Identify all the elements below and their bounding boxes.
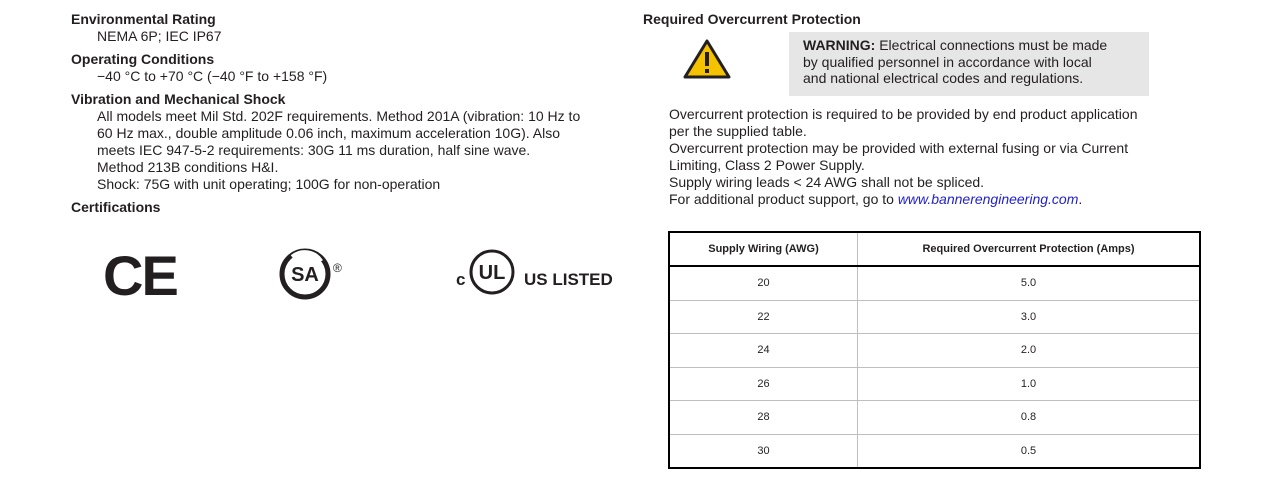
environmental-text: NEMA 6P; IEC IP67 bbox=[97, 28, 222, 44]
csa-mark-logo bbox=[279, 248, 331, 300]
table-header-amps: Required Overcurrent Protection (Amps) bbox=[858, 232, 1201, 266]
table-header-awg: Supply Wiring (AWG) bbox=[669, 232, 858, 266]
environmental-section bbox=[71, 10, 631, 45]
vibration-line: meets IEC 947-5-2 requirements: 30G 11 ms duration, half sine wave. bbox=[97, 142, 531, 158]
warning-line: by qualified personnel in accordance with local bbox=[803, 53, 1092, 70]
warning-line: Electrical connections must be made bbox=[879, 37, 1108, 53]
overcurrent-column bbox=[643, 10, 1208, 457]
warning-label: WARNING: bbox=[803, 37, 876, 53]
table-row bbox=[669, 266, 1200, 300]
svg-text:UL: UL bbox=[478, 262, 506, 284]
table-row bbox=[669, 367, 1200, 401]
amps-cell: 3.0 bbox=[858, 300, 1201, 334]
ul-circle-icon bbox=[469, 249, 515, 295]
support-suffix: . bbox=[1078, 191, 1083, 207]
overcurrent-table bbox=[668, 231, 1201, 469]
environmental-heading: Environmental Rating bbox=[71, 11, 216, 27]
awg-cell: 22 bbox=[669, 300, 858, 334]
operating-section bbox=[71, 50, 631, 85]
description-line: Limiting, Class 2 Power Supply. bbox=[669, 157, 865, 173]
vibration-line: All models meet Mil Std. 202F requirements. Method 201A (vibration: 10 Hz to bbox=[97, 108, 581, 124]
ce-mark-logo: CE bbox=[103, 244, 177, 307]
svg-text:SA: SA bbox=[291, 264, 319, 286]
overcurrent-heading: Required Overcurrent Protection bbox=[643, 11, 861, 27]
table-row bbox=[669, 434, 1200, 468]
table-row bbox=[669, 300, 1200, 334]
certifications-section bbox=[71, 198, 631, 326]
warning-line: and national electrical codes and regulations. bbox=[803, 70, 1084, 86]
description-line: Supply wiring leads < 24 AWG shall not be spliced. bbox=[669, 174, 985, 190]
warning-box bbox=[789, 32, 1149, 96]
amps-cell: 5.0 bbox=[858, 266, 1201, 300]
ul-us-listed-label: US LISTED bbox=[524, 270, 613, 289]
awg-cell: 26 bbox=[669, 367, 858, 401]
operating-heading: Operating Conditions bbox=[71, 51, 215, 67]
overcurrent-description bbox=[643, 106, 1208, 208]
amps-cell: 2.0 bbox=[858, 334, 1201, 368]
vibration-line: Method 213B conditions H&I. bbox=[97, 159, 279, 175]
amps-cell: 1.0 bbox=[858, 367, 1201, 401]
warning-row bbox=[643, 32, 1208, 102]
awg-cell: 20 bbox=[669, 266, 858, 300]
awg-cell: 30 bbox=[669, 434, 858, 468]
certifications-heading: Certifications bbox=[71, 199, 161, 215]
amps-cell: 0.5 bbox=[858, 434, 1201, 468]
vibration-line: 60 Hz max., double amplitude 0.06 inch, maximum acceleration 10G). Also bbox=[97, 125, 561, 141]
support-link[interactable]: www.bannerengineering.com bbox=[897, 191, 1079, 207]
vibration-heading: Vibration and Mechanical Shock bbox=[71, 91, 286, 107]
awg-cell: 28 bbox=[669, 401, 858, 435]
ul-c-label: c bbox=[456, 270, 466, 289]
registered-mark: ® bbox=[333, 261, 342, 275]
ul-listed-logo bbox=[456, 246, 616, 306]
description-line: per the supplied table. bbox=[669, 123, 807, 139]
vibration-line: Shock: 75G with unit operating; 100G for non-operation bbox=[97, 176, 441, 192]
description-line: Overcurrent protection may be provided with external fusing or via Current bbox=[669, 140, 1129, 156]
amps-cell: 0.8 bbox=[858, 401, 1201, 435]
warning-triangle-icon bbox=[683, 38, 731, 80]
specifications-column bbox=[71, 10, 631, 326]
table-row bbox=[669, 401, 1200, 435]
description-line: Overcurrent protection is required to be provided by end product application bbox=[669, 106, 1138, 122]
support-prefix: For additional product support, go to bbox=[669, 191, 898, 207]
table-header-row bbox=[669, 232, 1200, 266]
certification-logos bbox=[71, 226, 631, 326]
vibration-section bbox=[71, 90, 631, 193]
support-line bbox=[669, 191, 1208, 208]
operating-text: −40 °C to +70 °C (−40 °F to +158 °F) bbox=[97, 68, 328, 84]
awg-cell: 24 bbox=[669, 334, 858, 368]
table-row bbox=[669, 334, 1200, 368]
